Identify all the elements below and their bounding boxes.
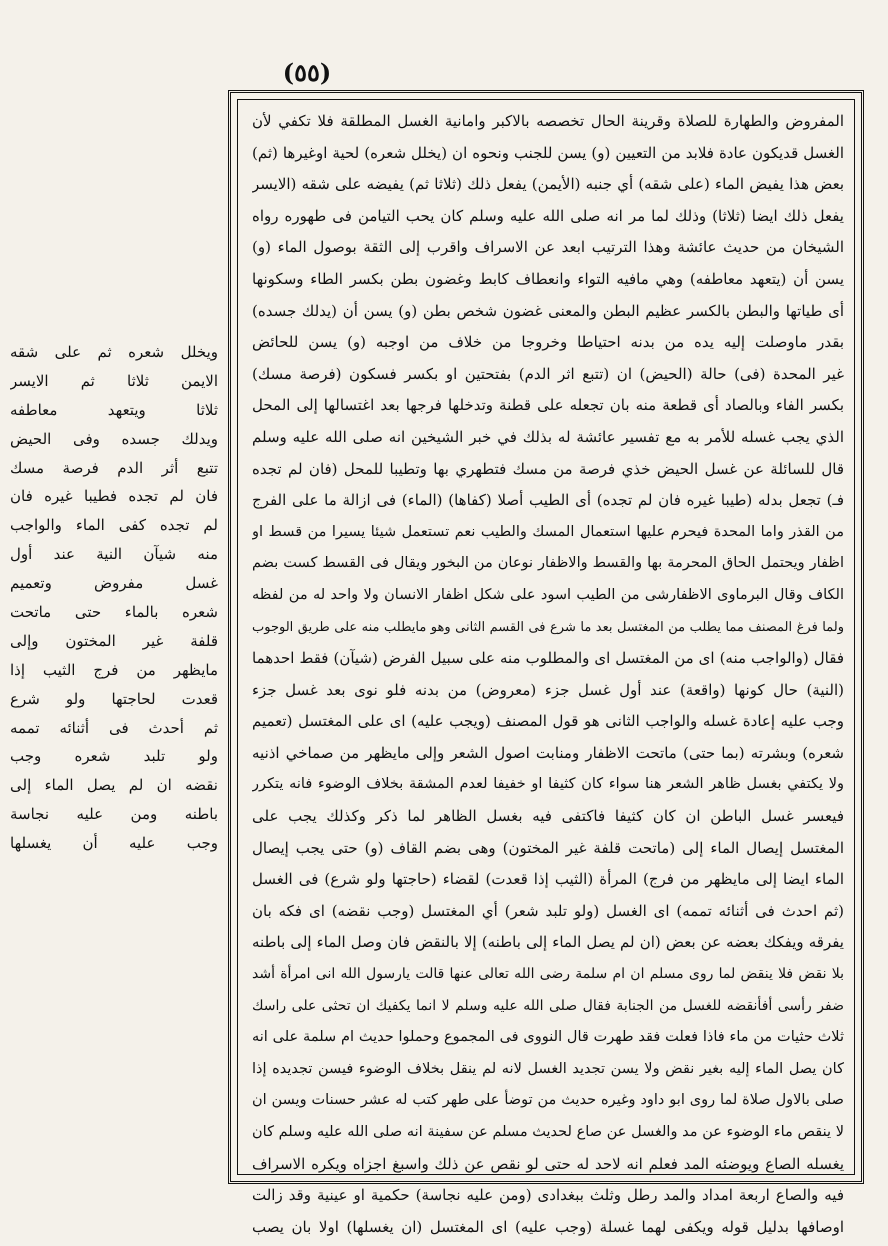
main-text-line: فيه والصاع اربعة امداد والمد رطل وثلث ببغدادى (ومن عليه نجاسة) حكمية او عينية وقد زالت — [252, 1186, 844, 1205]
main-text-line: بكسر الفاء وبالصاد أى قطعة منه بان تجعله على قطنة وتدخلها فرجها بعد اغتسالها إلى المحل — [252, 396, 844, 415]
main-text-line: غير المحدة (فى) حالة (الحيض) ان (تتبع اثر الدم) بفتحتين او بكسر فسكون (فرصة مسك) — [252, 364, 844, 383]
main-text-line: يسن أن (يتعهد معاطفه) وهي مافيه التواء وانعطاف كابط وغضون بطن بكسر الطاء وسكونها — [252, 269, 844, 288]
main-text-line: يغسله الصاع ويوضئه المد فعلم انه لاحد له حتى لو نقص عن ذلك واسبغ اجزاه ويكره الاسراف — [252, 1154, 844, 1173]
main-text-line: ولما فرغ المصنف مما يطلب من المغتسل بعد ما شرع فى القسم الثانى وهو مايطلب منه على طريق الوجوب — [252, 619, 844, 635]
main-text-line: يفرقه ويفكك بعضه عن بعض (ان لم يصل الماء إلى باطنه) إلا بالنقض فان وصل الماء إلى باطنه — [252, 933, 844, 952]
main-text-line: (ثم احدث فى أثنائه تممه) اى الغسل (ولو تلبد شعر) أي المغتسل (وجب نقضه) اى فكه بان — [252, 901, 844, 920]
main-text-line: ثلاث حثيات من ماء فاذا فعلت فقد طهرت قال النووى فى المجموع وحملوا حديث ام سلمة على انه — [252, 1029, 844, 1046]
main-text-line: وجب عليه إعادة غسله والواجب الثانى هو قول المصنف (ويجب عليه) اى على المغتسل (تعميم — [252, 712, 844, 731]
margin-text-line: نقضه ان لم يصل الماء إلى — [10, 776, 218, 795]
main-text-line: فـ) تجعل بدله (طيبا غيره فان لم تجده) أى الطيب أصلا (كفاها) (الماء) فى ازالة ما على الفرج — [252, 491, 844, 510]
main-text-line: شعره) وبشرته (بما حتى) ماتحت الاظفار ومنابت اصول الشعر وإلى مايظهر من صماخي اذنيه — [252, 743, 844, 762]
main-text-line: اوصافها بدليل قوله ويكفى لهما غسلة (وجب عليه) اى المغتسل (ان يغسلها) اولا بان يصب — [252, 1217, 844, 1236]
margin-text-line: شعره بالماء حتى ماتحت — [10, 603, 218, 622]
main-text-frame — [228, 90, 864, 1236]
main-text-line: أى طياتها والبطن بالكسر عظيم البطن والمعنى غضون شخص بطن (و) يسن أن (يدلك جسده) — [252, 301, 844, 320]
main-text-line: الغسل قديكون عادة فلابد من التعيين (و) يسن للجنب ونحوه ان (يخلل شعره) لحية اوغيرها (ثم) — [252, 143, 844, 162]
margin-text-line: لم تجده كفى الماء والواجب — [10, 516, 218, 535]
margin-text-line: ويدلك جسده وفى الحيض — [10, 429, 218, 448]
main-text-line: الذي يجب غسله للأمر به مع تفسير عائشة له بذلك في خبر الشيخين انه صلى الله عليه وسلم — [252, 427, 844, 446]
main-text-line: بلا نقض فلا ينقض لما روى مسلم ان ام سلمة رضى الله تعالى عنها قالت يارسول الله انى امرأة أشد — [252, 966, 844, 983]
margin-text-line: ثم أحدث فى أثنائه تممه — [10, 718, 218, 737]
main-text-line: من القذر واما المحدة فيحرم عليها استعمال المسك والطيب نعم تستعمل شيئا يسيرا من قسط او — [252, 523, 844, 540]
main-text-line: قال للسائلة عن غسل الحيض خذي فرصة من مسك فتطهري بها وتطيبا للمحل (فان لم تجده — [252, 459, 844, 478]
main-text-line: صلى بالاول صلاة لما روى ابو داود وغيره حديث من توضأ على طهر كتب له عشر حسنات ويسن ان — [252, 1092, 844, 1109]
main-text-line: يفعل ذلك ايضا (ثلاثا) وذلك لما مر انه صلى الله عليه وسلم كان يحب التيامن فى طهوره رواه — [252, 206, 844, 225]
main-text-line: المغتسل إيصال الماء إلى (ماتحت قلفة غير المختون) وهى بضم القاف (و) حتى يجب إيصال — [252, 838, 844, 857]
margin-text-line: باطنه ومن عليه نجاسة — [10, 805, 218, 824]
main-text-line: فقال (والواجب منه) اى من المغتسل اى والمطلوب منه على سبيل الفرض (شيآن) فقط احدهما — [252, 649, 844, 668]
main-text-line: (النية) حال كونها (واقعة) عند أول غسل جزء (معروض) من بدنه فلو نوى بعد غسل جزء — [252, 680, 844, 699]
margin-text-line: غسل مفروض وتعميم — [10, 574, 218, 593]
main-text-line: الكاف وقال البرماوى الاظفارشى من الطيب اسود على شكل اظفار الانسان ولا واحد له من لفظه — [252, 586, 844, 603]
main-text-line: كان يصل الماء إليه بغير نقض ولا يسن تجديد الغسل لانه لم ينقل بخلاف الوضوء فيسن تجديده إذا — [252, 1060, 844, 1077]
main-text-line: فيعسر غسل الباطن ان كان كثيفا فاكتفى فيه بغسل الظاهر لما ذكر وكذلك يجب على — [252, 807, 844, 826]
main-text-line: ضفر رأسى أفأنقضه للغسل من الجنابة فقال صلى الله عليه وسلم لا انما يكفيك ان تحثى على راسك — [252, 997, 844, 1014]
margin-text-line: فان لم تجده فطيبا غيره فان — [10, 487, 218, 506]
main-text-line: المفروض والطهارة للصلاة وقرينة الحال تخصصه بالاكبر وامانية الغسل المطلقة فلا تكفي لأن — [252, 112, 844, 130]
margin-summary-text — [10, 338, 218, 858]
main-text-line: بقدر ماوصلت إليه يده من بدنه احتياطا وخروجا من خلاف من اوجبه (و) يسن للحائض — [252, 333, 844, 352]
margin-text-line: قعدت لحاجتها ولو شرع — [10, 689, 218, 708]
margin-text-line: وجب عليه أن يغسلها — [10, 834, 218, 853]
page-number: (٥٥) — [282, 58, 332, 87]
main-text-line: ولا يكتفي بغسل ظاهر الشعر هنا سواء كان كثيفا او خفيفا لعدم المشقة بخلاف الوضوء فانه يتكرر — [252, 776, 844, 793]
margin-text-line: الايمن ثلاثا ثم الايسر — [10, 371, 218, 390]
main-text-line: الماء ايضا إلى مايظهر من فرج) المرأة (الثيب إذا قعدت) لقضاء (حاجتها ولو شرع) فى الغسل — [252, 870, 844, 889]
margin-text-line: ولو تلبد شعره وجب — [10, 747, 218, 766]
margin-text-line: منه شيآن النية عند أول — [10, 545, 218, 564]
main-text-line: لا ينقص ماء الوضوء عن مد والغسل عن صاع لحديث مسلم عن سفينة انه صلى الله عليه وسلم كان — [252, 1124, 844, 1140]
margin-text-line: ثلاثا ويتعهد معاطفه — [10, 400, 218, 419]
margin-text-line: قلفة غير المختون وإلى — [10, 631, 218, 650]
main-text-inner-border — [237, 99, 855, 1236]
margin-text-line: تتبع أثر الدم فرصة مسك — [10, 458, 218, 477]
main-text-line: الشيخان من حديث عائشة وهذا الترتيب ابعد عن الاسراف واقرب إلى الثقة بوصول الماء (و) — [252, 238, 844, 257]
main-text-line: اظفار ويحتمل الحاق المحرمة بها والقسط والاظفار نوعان من البخور ويقال فى القسط كست بضم — [252, 555, 844, 572]
main-text-body — [252, 106, 844, 1236]
main-text-line: بعض هذا يفيض الماء (على شقه) أي جنبه (الأيمن) يفعل ذلك (ثلاثا ثم) يفيضه على شقه (الايسر — [252, 175, 844, 194]
margin-text-line: مايظهر من فرج الثيب إذا — [10, 660, 218, 679]
margin-text-line: ويخلل شعره ثم على شقه — [10, 343, 218, 361]
